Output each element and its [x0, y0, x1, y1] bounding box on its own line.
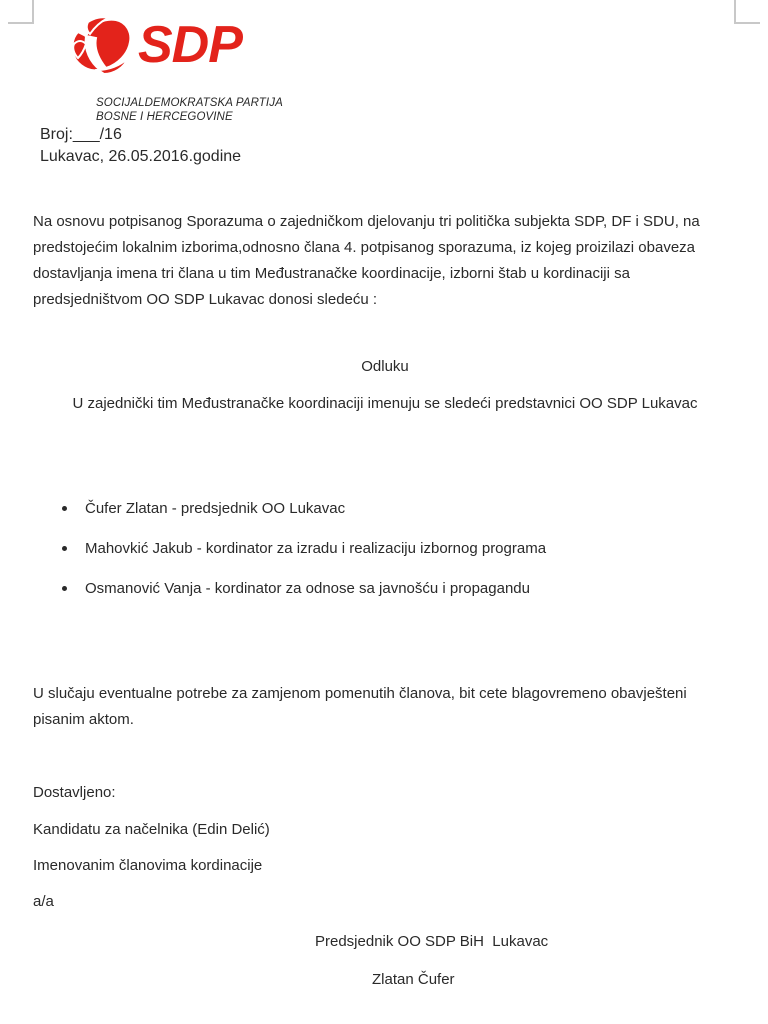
sdp-logo-text: SDP — [138, 16, 242, 74]
place-and-date: Lukavac, 26.05.2016.godine — [40, 148, 242, 165]
page-corner-mark-right — [734, 0, 760, 24]
distribution-recipient: a/a — [33, 893, 54, 910]
decision-intro: U zajednički tim Međustranačke koordinaciji imenuju se sledeći predstavnici OO SDP Lukavac — [72, 395, 698, 412]
intro-paragraph: Na osnovu potpisanog Sporazuma o zajedničkom djelovanju tri politička subjekta SDP, DF i SDU, na predstojećim lokalnim izborima,odnosno člana 4. potpisanog sporazuma, iz kojeg proizilazi obaveza dostavljanja imena tri člana u tim Međustranačke koordinacije, izborni štab u kordinaciji sa predsjedništvom OO SDP Lukavac donosi sledeću : — [33, 213, 700, 308]
list-item — [62, 528, 546, 568]
rose-emblem-icon — [68, 14, 134, 76]
bullet-icon — [62, 586, 67, 591]
distribution-label: Dostavljeno: — [33, 784, 116, 801]
reference-number: Broj:___/16 — [40, 126, 122, 143]
bullet-icon — [62, 506, 67, 511]
member-text: Čufer Zlatan - predsjednik OO Lukavac — [85, 499, 346, 517]
decision-title: Odluku — [361, 358, 409, 375]
page-corner-mark-left — [8, 0, 34, 24]
party-full-name — [96, 96, 283, 124]
signatory-title: Predsjednik OO SDP BiH Lukavac — [315, 933, 549, 950]
party-name-line-1: SOCIJALDEMOKRATSKA PARTIJA — [96, 97, 283, 109]
sdp-logo — [68, 14, 242, 76]
bullet-icon — [62, 546, 67, 551]
member-text: Mahovkić Jakub - kordinator za izradu i realizaciju izbornog programa — [85, 539, 547, 557]
replacement-paragraph: U slučaju eventualne potrebe za zamjenom pomenutih članova, bit cete blagovremeno obavješteni pisanim aktom. — [33, 685, 687, 728]
distribution-recipient: Imenovanim članovima kordinacije — [33, 857, 263, 874]
members-list — [62, 488, 546, 608]
list-item — [62, 568, 546, 608]
distribution-recipient: Kandidatu za načelnika (Edin Delić) — [33, 821, 270, 838]
list-item — [62, 488, 546, 528]
signatory-name: Zlatan Čufer — [372, 971, 455, 988]
member-text: Osmanović Vanja - kordinator za odnose sa javnošću i propagandu — [85, 579, 530, 597]
party-name-line-2: BOSNE I HERCEGOVINE — [96, 111, 233, 123]
